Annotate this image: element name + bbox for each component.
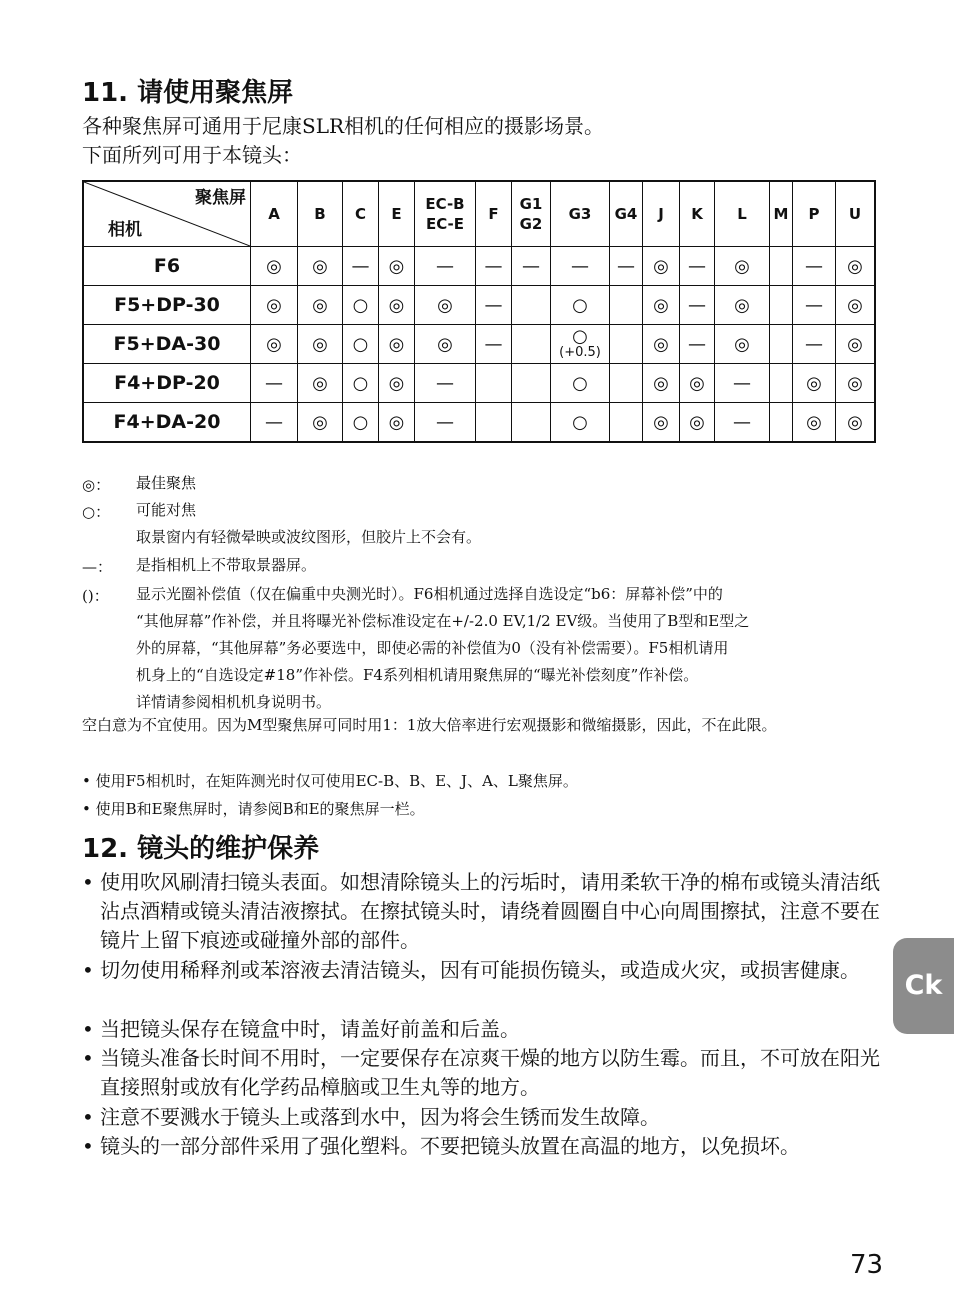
maintenance-item-3 bbox=[82, 1015, 880, 1044]
column-header-label: G3 bbox=[568, 205, 592, 223]
compatibility-cell bbox=[379, 403, 415, 443]
maintenance-item-4 bbox=[82, 1044, 880, 1102]
blank-cell-note: 空白意为不宜使用。因为M型聚焦屏可同时用1：1放大倍率进行宏观摄影和微缩摄影，因此，不在此限。 bbox=[82, 716, 777, 734]
compatibility-cell bbox=[343, 286, 379, 325]
compatibility-cell bbox=[680, 247, 715, 286]
compatibility-cell bbox=[715, 403, 770, 443]
compatibility-cell bbox=[610, 325, 643, 364]
compatibility-symbol: ◎ bbox=[689, 411, 705, 433]
section-12-title: 12. 镜头的维护保养 bbox=[82, 834, 320, 864]
bullet-dot: • bbox=[82, 1046, 94, 1070]
compatibility-symbol: ◎ bbox=[266, 255, 282, 277]
compatibility-cell bbox=[715, 364, 770, 403]
maintenance-text: 当镜头准备长时间不用时，一定要保存在凉爽干燥的地方以防生霉。而且，不可放在阳光直接照射或放有化学药品樟脑或卫生丸等的地方。 bbox=[100, 1046, 880, 1099]
maintenance-text: 使用吹风刷清扫镜头表面。如想清除镜头上的污垢时，请用柔软干净的棉布或镜头清洁纸沾点酒精或镜头清洁液擦拭。在擦拭镜头时，请绕着圆圈自中心向周围擦拭，注意不要在镜片上留下痕迹或碰撞外部的部件。 bbox=[100, 870, 880, 952]
compatibility-symbol: ◎ bbox=[653, 411, 669, 433]
compatibility-cell bbox=[343, 364, 379, 403]
compatibility-cell bbox=[610, 247, 643, 286]
compatibility-symbol: — bbox=[265, 372, 283, 394]
compatibility-symbol: ○ bbox=[572, 326, 588, 347]
legend-dash-text: 是指相机上不带取景器屏。 bbox=[136, 556, 317, 574]
maintenance-text: 切勿使用稀释剂或苯溶液去清洁镜头，因有可能损伤镜头，或造成火灾，或损害健康。 bbox=[100, 958, 860, 982]
legend-paren-symbol: ()： bbox=[82, 587, 109, 605]
compatibility-cell bbox=[379, 325, 415, 364]
compatibility-cell bbox=[793, 364, 836, 403]
column-header bbox=[793, 181, 836, 247]
column-header bbox=[770, 181, 793, 247]
camera-cell: F4+DP-20 bbox=[83, 364, 251, 403]
compatibility-cell bbox=[298, 286, 343, 325]
compatibility-symbol: — bbox=[617, 255, 635, 277]
compatibility-symbol: ◎ bbox=[388, 411, 405, 433]
paren-line: 显示光圈补偿值（仅在偏重中央测光时）。F6相机通过选择自选设定“b6：屏幕补偿”中的 bbox=[136, 585, 723, 603]
compatibility-symbol: ◎ bbox=[266, 294, 282, 316]
compatibility-cell bbox=[251, 325, 298, 364]
column-header bbox=[298, 181, 343, 247]
compatibility-cell bbox=[476, 247, 512, 286]
column-header bbox=[512, 181, 551, 247]
column-header-label: L bbox=[737, 205, 747, 223]
column-header-label: K bbox=[691, 205, 703, 223]
table-row bbox=[83, 286, 875, 325]
paren-line: 外的屏幕，“其他屏幕”务必要选中，即使必需的补偿值为0（没有补偿需要）。F5相机请用 bbox=[136, 639, 729, 657]
maintenance-text: 当把镜头保存在镜盒中时，请盖好前盖和后盖。 bbox=[100, 1017, 520, 1041]
camera-cell: F5+DA-30 bbox=[83, 325, 251, 364]
compatibility-symbol: ◎ bbox=[847, 372, 863, 394]
compatibility-cell bbox=[251, 403, 298, 443]
compatibility-cell bbox=[770, 403, 793, 443]
compatibility-cell bbox=[770, 247, 793, 286]
compatibility-cell bbox=[551, 247, 610, 286]
compatibility-cell bbox=[715, 247, 770, 286]
compatibility-cell bbox=[551, 325, 610, 364]
compatibility-cell bbox=[643, 286, 680, 325]
compatibility-symbol: — bbox=[805, 333, 823, 355]
legend-paren-text bbox=[136, 581, 862, 716]
compatibility-symbol: ◎ bbox=[847, 294, 863, 316]
compensation-note: (+0.5) bbox=[559, 345, 601, 360]
legend-ok-symbol: ○： bbox=[82, 503, 111, 521]
column-header bbox=[379, 181, 415, 247]
compatibility-symbol: — bbox=[805, 255, 823, 277]
column-header bbox=[343, 181, 379, 247]
compatibility-cell bbox=[512, 286, 551, 325]
maintenance-item-2 bbox=[82, 956, 880, 985]
compatibility-symbol: — bbox=[265, 411, 283, 433]
column-header bbox=[610, 181, 643, 247]
compatibility-cell bbox=[251, 247, 298, 286]
compatibility-symbol: — bbox=[571, 255, 589, 277]
compatibility-cell bbox=[643, 325, 680, 364]
compatibility-cell bbox=[415, 325, 476, 364]
focusing-screen-table bbox=[82, 180, 876, 443]
compatibility-symbol: ◎ bbox=[734, 294, 750, 316]
column-header-label: G4 bbox=[614, 205, 638, 223]
compatibility-symbol: — bbox=[805, 294, 823, 316]
section-11-intro bbox=[82, 112, 882, 170]
compatibility-cell bbox=[251, 364, 298, 403]
compatibility-cell bbox=[793, 247, 836, 286]
compatibility-symbol: ◎ bbox=[847, 411, 863, 433]
table-row bbox=[83, 247, 875, 286]
compatibility-cell bbox=[643, 364, 680, 403]
compatibility-cell bbox=[770, 286, 793, 325]
paren-line: “其他屏幕”作补偿，并且将曝光补偿标准设定在+/-2.0 EV,1/2 EV级。当使用了B型和E型之 bbox=[136, 612, 750, 630]
compatibility-symbol: ◎ bbox=[312, 411, 328, 433]
compatibility-cell bbox=[610, 403, 643, 443]
compatibility-cell bbox=[415, 403, 476, 443]
compatibility-cell bbox=[415, 286, 476, 325]
bullet-dot: • bbox=[82, 958, 94, 982]
column-header-label: J bbox=[658, 205, 664, 223]
compatibility-cell bbox=[379, 247, 415, 286]
column-header bbox=[415, 181, 476, 247]
compatibility-cell bbox=[512, 364, 551, 403]
compatibility-cell bbox=[715, 286, 770, 325]
bullet-dot: • bbox=[82, 870, 94, 894]
compatibility-symbol: — bbox=[688, 255, 706, 277]
compatibility-symbol: ◎ bbox=[689, 372, 705, 394]
compatibility-cell bbox=[512, 325, 551, 364]
camera-cell: F4+DA-20 bbox=[83, 403, 251, 443]
camera-cell: F6 bbox=[83, 247, 251, 286]
compatibility-symbol: ◎ bbox=[266, 333, 282, 355]
compatibility-cell bbox=[551, 403, 610, 443]
compatibility-symbol: ◎ bbox=[312, 294, 328, 316]
column-header-label: B bbox=[314, 205, 326, 223]
compatibility-symbol: ◎ bbox=[437, 333, 453, 355]
compatibility-cell bbox=[680, 325, 715, 364]
compatibility-cell bbox=[379, 364, 415, 403]
compatibility-symbol: ◎ bbox=[847, 255, 863, 277]
compatibility-cell bbox=[551, 286, 610, 325]
compatibility-symbol: — bbox=[733, 411, 751, 433]
table-row bbox=[83, 403, 875, 443]
compatibility-cell bbox=[836, 364, 876, 403]
maintenance-text: 镜头的一部分部件采用了强化塑料。不要把镜头放置在高温的地方，以免损坏。 bbox=[100, 1134, 800, 1158]
table-header-row bbox=[83, 181, 875, 247]
compatibility-symbol: — bbox=[351, 255, 370, 277]
compatibility-symbol: ◎ bbox=[388, 294, 405, 316]
compatibility-cell bbox=[643, 247, 680, 286]
note-bullet-f5-matrix: • 使用F5相机时，在矩阵测光时仅可使用EC-B、B、E、J、A、L聚焦屏。 bbox=[82, 772, 578, 790]
compatibility-cell bbox=[343, 247, 379, 286]
compatibility-symbol: ◎ bbox=[653, 372, 669, 394]
column-header-label: F bbox=[488, 205, 499, 223]
compatibility-cell bbox=[836, 247, 876, 286]
compatibility-cell bbox=[793, 403, 836, 443]
compatibility-cell bbox=[415, 364, 476, 403]
legend-ok-note: 取景窗内有轻微晕映或波纹图形，但胶片上不会有。 bbox=[136, 528, 482, 546]
column-header-label: G2 bbox=[519, 215, 543, 233]
compatibility-symbol: ◎ bbox=[312, 372, 328, 394]
compatibility-symbol: — bbox=[522, 255, 540, 277]
compatibility-cell bbox=[836, 286, 876, 325]
intro-line-2: 下面所列可用于本镜头： bbox=[82, 143, 302, 167]
legend-dash-symbol: —： bbox=[82, 558, 113, 576]
compatibility-symbol: ◎ bbox=[388, 255, 405, 277]
column-header-label: C bbox=[354, 205, 366, 223]
compatibility-cell bbox=[512, 403, 551, 443]
note-bullet-b-e-screens: • 使用B和E聚焦屏时，请参阅B和E的聚焦屏一栏。 bbox=[82, 800, 425, 818]
corner-label-screen: 聚焦屏 bbox=[195, 188, 246, 208]
column-header-label: EC-B bbox=[425, 195, 465, 213]
compatibility-symbol: ◎ bbox=[734, 255, 750, 277]
compatibility-cell bbox=[251, 286, 298, 325]
compatibility-symbol: ◎ bbox=[734, 333, 750, 355]
camera-cell: F5+DP-30 bbox=[83, 286, 251, 325]
compatibility-symbol: — bbox=[436, 255, 454, 277]
bullet-dot: • bbox=[82, 1105, 94, 1129]
compatibility-cell bbox=[610, 286, 643, 325]
compatibility-cell bbox=[643, 403, 680, 443]
compatibility-cell bbox=[298, 364, 343, 403]
compatibility-cell bbox=[836, 403, 876, 443]
compatibility-cell bbox=[512, 247, 551, 286]
paren-line: 详情请参阅相机机身说明书。 bbox=[136, 693, 332, 711]
compatibility-cell bbox=[680, 286, 715, 325]
column-header-label: A bbox=[268, 205, 280, 223]
compatibility-symbol: — bbox=[436, 372, 454, 394]
compatibility-symbol: ◎ bbox=[653, 294, 669, 316]
compatibility-cell bbox=[793, 286, 836, 325]
column-header bbox=[715, 181, 770, 247]
section-11-title: 11. 请使用聚焦屏 bbox=[82, 78, 294, 108]
compatibility-cell bbox=[476, 403, 512, 443]
compatibility-symbol: ◎ bbox=[437, 294, 453, 316]
compatibility-symbol: ○ bbox=[352, 294, 369, 316]
compatibility-cell bbox=[298, 403, 343, 443]
maintenance-item-1 bbox=[82, 868, 880, 955]
maintenance-item-5 bbox=[82, 1103, 880, 1132]
legend-best-text: 最佳聚焦 bbox=[136, 474, 197, 492]
compatibility-cell bbox=[770, 325, 793, 364]
paren-line: 机身上的“自选设定#18”作补偿。F4系列相机请用聚焦屏的“曝光补偿刻度”作补偿。 bbox=[136, 666, 699, 684]
column-header-label: G1 bbox=[519, 195, 543, 213]
page-number: 73 bbox=[850, 1250, 884, 1280]
compatibility-cell bbox=[379, 286, 415, 325]
compatibility-symbol: — bbox=[484, 294, 503, 316]
compatibility-cell bbox=[680, 403, 715, 443]
compatibility-cell bbox=[715, 325, 770, 364]
column-header-label: U bbox=[848, 205, 862, 223]
compatibility-cell bbox=[680, 364, 715, 403]
compatibility-symbol: ○ bbox=[352, 411, 369, 433]
maintenance-text: 注意不要溅水于镜头上或落到水中，因为将会生锈而发生故障。 bbox=[100, 1105, 660, 1129]
compatibility-cell bbox=[476, 286, 512, 325]
compatibility-cell bbox=[836, 325, 876, 364]
bullet-dot: • bbox=[82, 1134, 94, 1158]
compatibility-symbol: ◎ bbox=[388, 333, 405, 355]
maintenance-item-6 bbox=[82, 1132, 880, 1161]
column-header-label: M bbox=[773, 205, 789, 223]
language-tab: Ck bbox=[893, 938, 954, 1034]
table-corner-cell bbox=[83, 181, 251, 247]
compatibility-symbol: ◎ bbox=[388, 372, 405, 394]
compatibility-symbol: ○ bbox=[572, 372, 588, 394]
compatibility-cell bbox=[298, 325, 343, 364]
compatibility-symbol: — bbox=[484, 255, 503, 277]
compatibility-symbol: ○ bbox=[352, 372, 369, 394]
table-row bbox=[83, 364, 875, 403]
compatibility-symbol: ◎ bbox=[653, 255, 669, 277]
column-header bbox=[836, 181, 876, 247]
compatibility-cell bbox=[476, 325, 512, 364]
intro-line-1: 各种聚焦屏可通用于尼康SLR相机的任何相应的摄影场景。 bbox=[82, 114, 605, 138]
compatibility-symbol: — bbox=[436, 411, 454, 433]
compatibility-cell bbox=[770, 364, 793, 403]
column-header bbox=[251, 181, 298, 247]
compatibility-cell bbox=[415, 247, 476, 286]
compatibility-symbol: ○ bbox=[572, 411, 588, 433]
compatibility-symbol: ◎ bbox=[312, 255, 328, 277]
column-header bbox=[551, 181, 610, 247]
compatibility-cell bbox=[343, 325, 379, 364]
legend-best-symbol: ◎： bbox=[82, 476, 111, 494]
compatibility-symbol: ◎ bbox=[653, 333, 669, 355]
compatibility-symbol: — bbox=[688, 333, 706, 355]
legend-ok-text: 可能对焦 bbox=[136, 501, 197, 519]
compatibility-symbol: ◎ bbox=[847, 333, 863, 355]
table-row bbox=[83, 325, 875, 364]
compatibility-cell bbox=[551, 364, 610, 403]
column-header bbox=[476, 181, 512, 247]
compatibility-symbol: — bbox=[733, 372, 751, 394]
column-header-label: EC-E bbox=[425, 215, 465, 233]
column-header-label: P bbox=[808, 205, 820, 223]
compatibility-cell bbox=[343, 403, 379, 443]
compatibility-cell bbox=[476, 364, 512, 403]
column-header bbox=[680, 181, 715, 247]
column-header-label: E bbox=[391, 205, 402, 223]
compatibility-symbol: ○ bbox=[352, 333, 369, 355]
compatibility-symbol: — bbox=[688, 294, 706, 316]
compatibility-symbol: — bbox=[484, 333, 503, 355]
compatibility-cell bbox=[793, 325, 836, 364]
compatibility-symbol: ◎ bbox=[806, 411, 822, 433]
compatibility-cell bbox=[610, 364, 643, 403]
compatibility-cell bbox=[298, 247, 343, 286]
compatibility-symbol: ○ bbox=[572, 294, 588, 316]
corner-label-camera: 相机 bbox=[108, 220, 142, 240]
bullet-dot: • bbox=[82, 1017, 94, 1041]
column-header bbox=[643, 181, 680, 247]
compatibility-symbol: ◎ bbox=[806, 372, 822, 394]
compatibility-symbol: ◎ bbox=[312, 333, 328, 355]
